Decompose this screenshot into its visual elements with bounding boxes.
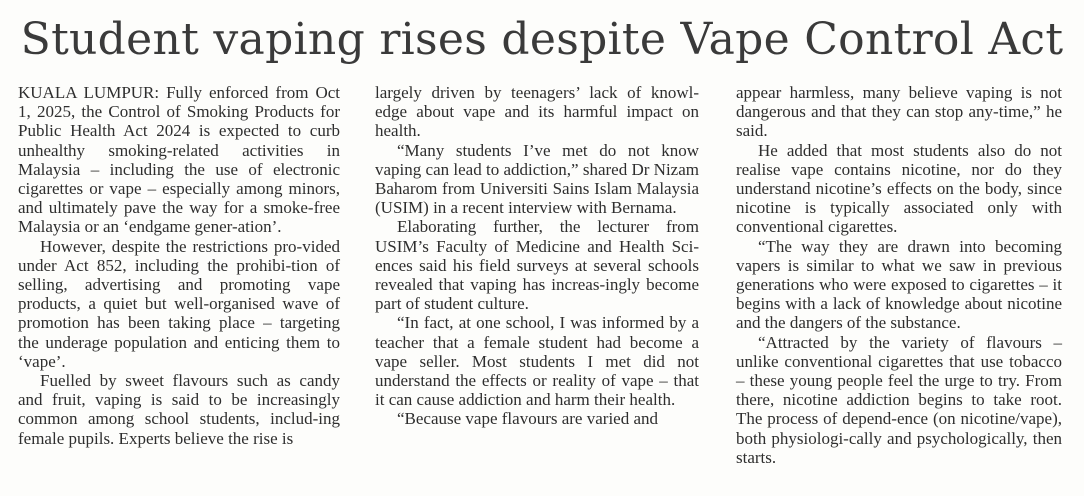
paragraph: appear harmless, many believe vaping is not dangerous and that they can stop any-time,” he said. xyxy=(736,83,1062,141)
article-column-2 xyxy=(375,83,699,429)
paragraph: “In fact, at one school, I was informed by a teacher that a female student had become a vape seller. Most students I met did not understand the effects or reality of vape – that it can cause addiction and harm their health. xyxy=(375,313,699,410)
paragraph: Elaborating further, the lecturer from USIM’s Faculty of Medicine and Health Sci-ences said his field surveys at several schools revealed that vaping has increas-ingly become part of student culture. xyxy=(375,217,699,314)
article-column-3 xyxy=(736,83,1062,467)
paragraph: “The way they are drawn into becoming vapers is similar to what we saw in previous generations who were exposed to cigarettes – it begins with a lack of knowledge about nicotine and the dangers of the substance. xyxy=(736,236,1062,333)
paragraph: He added that most students also do not realise vape contains nicotine, nor do they understand nicotine’s effects on the body, since nicotine is typically associated only with conventional cigarettes. xyxy=(736,140,1062,237)
paragraph: However, despite the restrictions pro-vided under Act 852, including the prohibi-tion of selling, advertising and promoting vape products, a quiet but well-organised wave of promotion has been taking place – targeting the underage population and enticing them to ‘vape’. xyxy=(18,236,340,371)
article-column-1 xyxy=(18,83,340,448)
paragraph: largely driven by teenagers’ lack of knowl-edge about vape and its harmful impact on health. xyxy=(375,83,699,141)
paragraph: “Many students I’ve met do not know vaping can lead to addiction,” shared Dr Nizam Baharom from Universiti Sains Islam Malaysia (USIM) in a recent interview with Bernama. xyxy=(375,140,699,218)
headline: Student vaping rises despite Vape Control Act xyxy=(20,14,1064,65)
paragraph: KUALA LUMPUR: Fully enforced from Oct 1, 2025, the Control of Smoking Products for Public Health Act 2024 is expected to curb unhealthy smoking-related activities in Malaysia – including the use of electronic cigarettes or vape – especially among minors, and ultimately pave the way for a smoke-free Malaysia or an ‘endgame gener-ation’. xyxy=(18,83,340,237)
paragraph: “Attracted by the variety of flavours – unlike conventional cigarettes that use tobacco – these young people feel the urge to try. From there, nicotine addiction begins to take root. The process of depend-ence (on nicotine/vape), both physiologi-cally and psychologically, then starts. xyxy=(736,332,1062,467)
paragraph: Fuelled by sweet flavours such as candy and fruit, vaping is said to be increasingly common among school students, includ-ing female pupils. Experts believe the rise is xyxy=(18,371,340,448)
paragraph: “Because vape flavours are varied and xyxy=(397,409,659,429)
